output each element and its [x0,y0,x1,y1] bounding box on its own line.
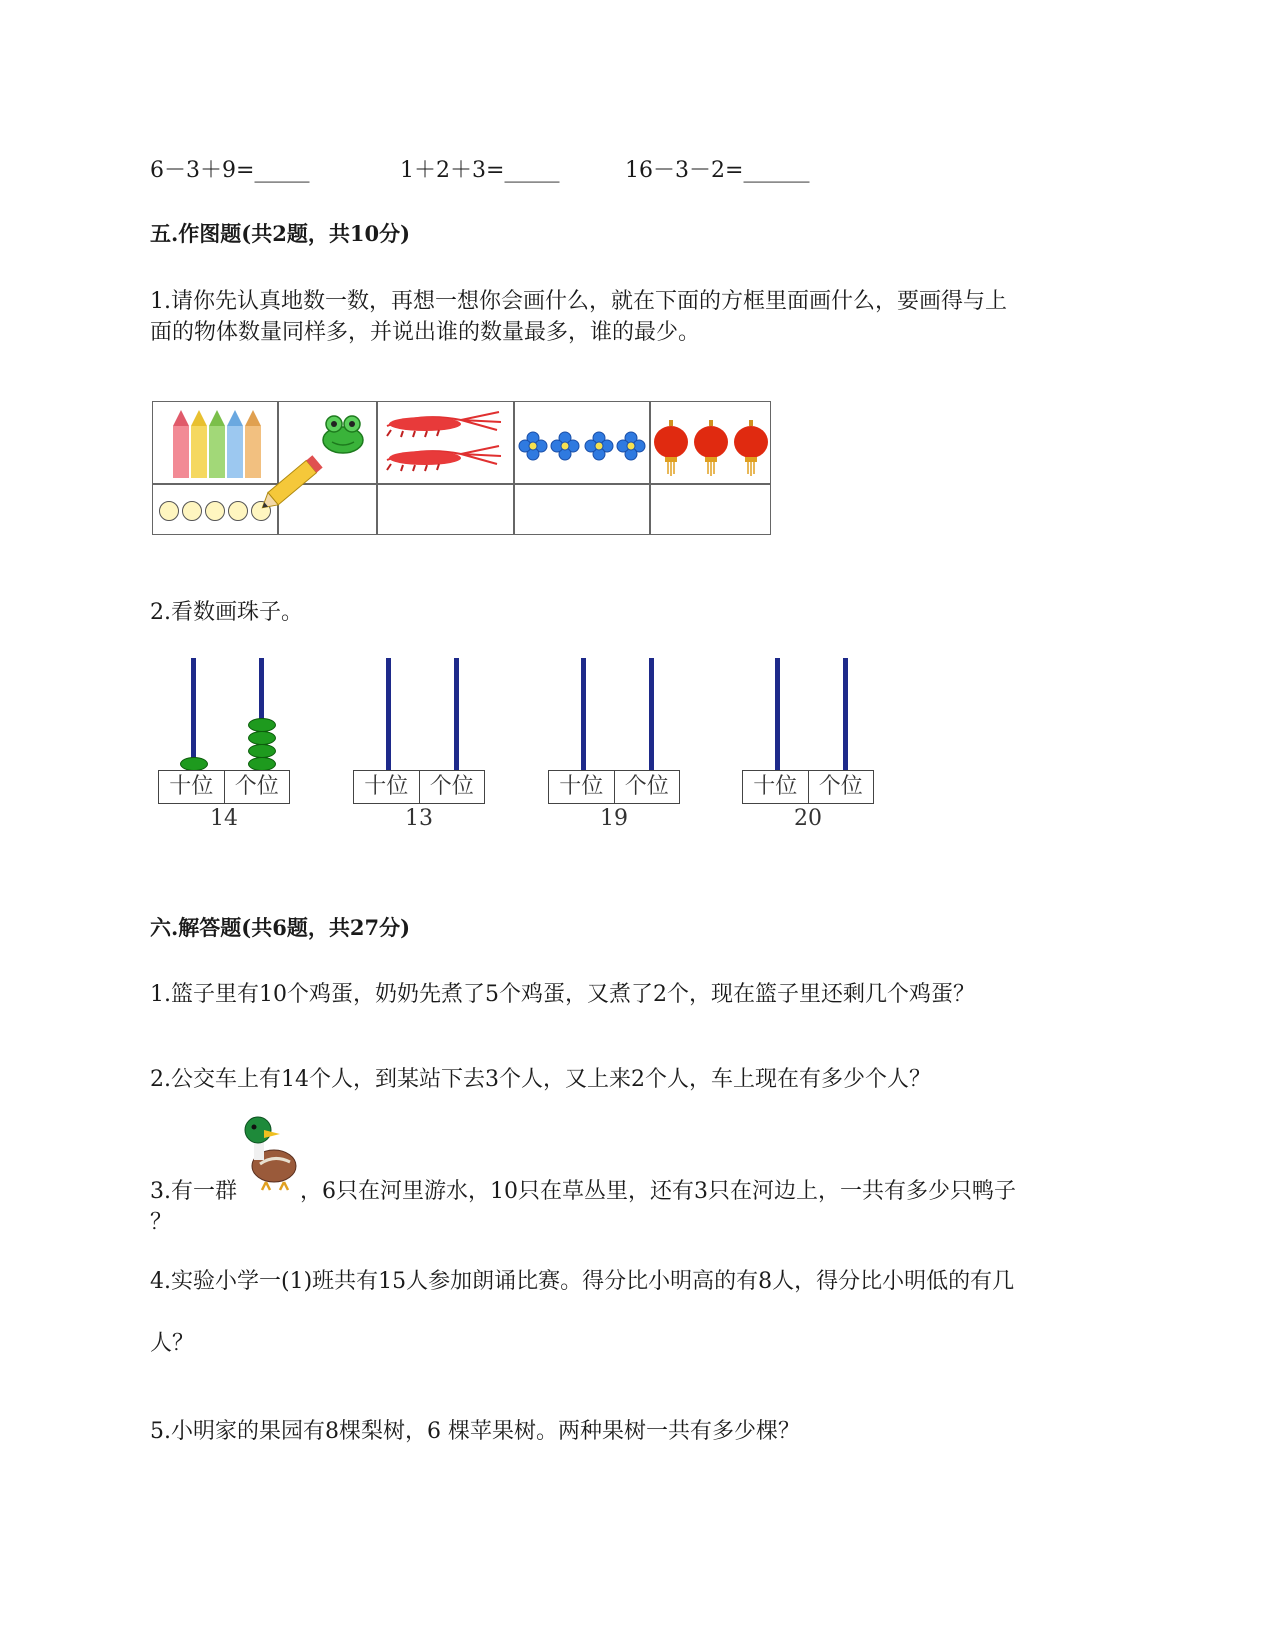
equation-2 [400,153,559,184]
ones-label: 个位 [234,774,279,799]
section5-heading: 五.作图题(共2题，共10分) [150,221,411,246]
flower-icon [515,426,647,466]
drawn-circle [182,501,202,521]
tens-label: 十位 [549,771,615,803]
section6-q1: 1.篮子里有10个鸡蛋，奶奶先煮了5个鸡蛋，又煮了2个，现在篮子里还剩几个鸡蛋？ [150,982,975,1007]
abacus-bead [248,744,276,758]
section6-heading: 六.解答题(共6题，共27分) [150,915,411,940]
crayons-icon [167,406,267,482]
drawn-circle [205,501,225,521]
abacus-rod-ones [454,658,459,770]
section6-q3-end: ？ [150,1210,173,1235]
equation-1 [150,153,309,184]
abacus-number: 13 [405,806,433,831]
ones-label: 个位 [818,774,863,799]
abacus-place-labels [548,770,680,804]
table-divider [153,483,770,485]
section5-q1-line2: 面的物体数量同样多，并说出谁的数量最多，谁的最少。 [150,320,701,345]
abacus-number: 14 [210,806,238,831]
section6-q3-suffix: ，6只在河里游水，10只在草丛里，还有3只在河边上，一共有多少只鸭子 [300,1179,1016,1204]
equation-1-expr: 6－3＋9= [150,158,255,183]
abacus-rod-tens [191,658,196,770]
abacus-bead [248,718,276,732]
section5-q1-line1: 1.请你先认真地数一数，再想一想你会画什么，就在下面的方框里面画什么，要画得与上 [150,289,1007,314]
equation-3-expr: 16－3－2= [625,158,744,183]
section6-q3-prefix: 3.有一群 [150,1179,237,1204]
abacus-rod-tens [581,658,586,770]
equation-2-expr: 1＋2＋3= [400,158,505,183]
abacus-rod-ones [843,658,848,770]
abacus-place-labels [353,770,485,804]
duck-icon [240,1112,302,1194]
abacus-bead [248,731,276,745]
ones-label: 个位 [624,774,669,799]
table-divider [376,402,378,534]
abacus-rod-tens [386,658,391,770]
ones-label: 个位 [429,774,474,799]
abacus-1 [158,658,292,838]
tens-label: 十位 [354,771,420,803]
equation-3-blank[interactable]: ______ [743,158,810,183]
counting-table [152,401,771,535]
equation-3 [625,153,809,184]
section5-q2: 2.看数画珠子。 [150,600,303,625]
abacus-3 [548,658,682,838]
tens-label: 十位 [743,771,809,803]
abacus-bead [180,757,208,771]
lantern-icon [651,420,771,476]
abacus-number: 20 [794,806,822,831]
tens-label: 十位 [159,771,225,803]
abacus-rod-tens [775,658,780,770]
abacus-number: 19 [600,806,628,831]
equation-2-blank[interactable]: _____ [504,158,560,183]
drawn-circle [159,501,179,521]
table-divider [513,402,515,534]
equation-1-blank[interactable]: _____ [254,158,310,183]
shrimp-icon [381,408,509,478]
abacus-bead [248,757,276,771]
abacus-4 [742,658,876,838]
section6-q5: 5.小明家的果园有8棵梨树，6 棵苹果树。两种果树一共有多少棵？ [150,1419,800,1444]
frog-icon [318,408,368,456]
abacus-rod-ones [649,658,654,770]
section6-q2: 2.公交车上有14个人，到某站下去3个人，又上来2个人，车上现在有多少个人？ [150,1067,931,1092]
abacus-place-labels [742,770,874,804]
abacus-2 [353,658,487,838]
section6-q4-line2: 人？ [150,1331,195,1356]
drawn-circle [228,501,248,521]
abacus-place-labels [158,770,290,804]
section6-q4-line1: 4.实验小学一(1)班共有15人参加朗诵比赛。得分比小明高的有8人，得分比小明低的有几 [150,1269,1015,1294]
